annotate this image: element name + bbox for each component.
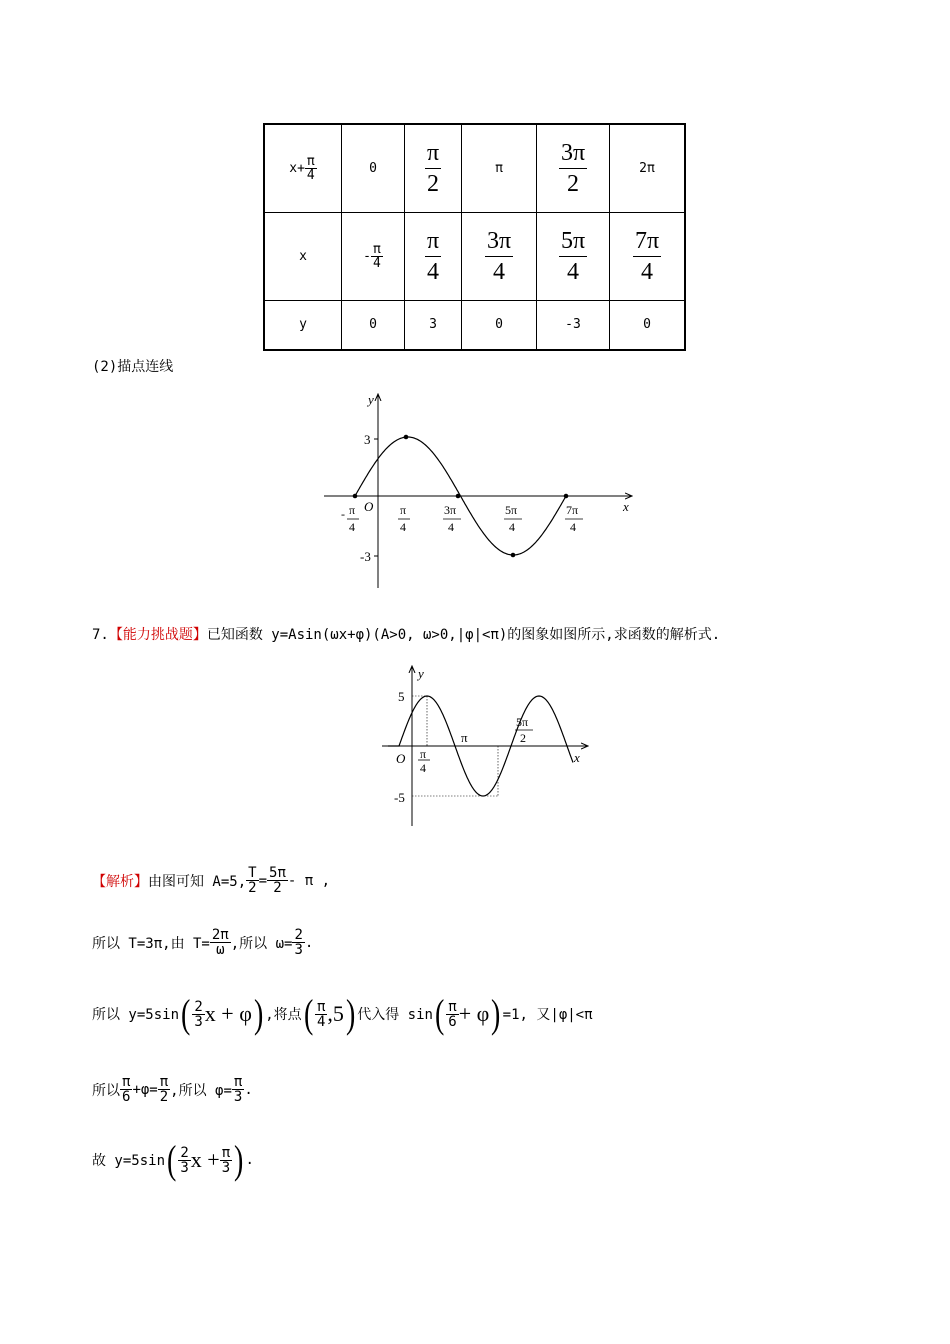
y-axis-label: y [368,392,374,407]
y-tick-5: 5 [398,689,405,704]
text: =1, 又|φ|<π [502,1007,593,1023]
tick-denominator: 4 [570,520,576,534]
denominator: 3 [233,1089,243,1105]
numerator: π [316,998,326,1015]
x-axis-label: x [623,499,629,514]
denominator: 3 [294,942,303,958]
y-axis-label: y [418,666,424,681]
numerator: π [221,1144,231,1161]
solution-line-4 [92,1075,253,1104]
fraction [633,229,661,284]
table-cell [342,212,405,300]
text: . [304,934,314,951]
fraction [425,141,441,196]
fraction [192,1000,204,1029]
denominator: 4 [316,1013,326,1030]
label-prefix: x+ [289,160,305,176]
origin-label: O [364,499,374,514]
numerator: π [373,241,381,257]
denominator: 6 [122,1089,131,1105]
numerator: π [159,1074,169,1090]
denominator: ω [216,942,225,958]
plotted-point [404,435,409,440]
table-cell [405,212,462,300]
table-cell: 0 [462,300,537,350]
fraction [371,243,383,270]
x-tick-7pi-over-4 [565,503,583,534]
table-cell [405,124,462,212]
denominator: 2 [427,170,439,197]
fraction [446,1000,458,1029]
tick-denominator: 4 [509,520,515,534]
solution-line-1 [92,866,330,895]
origin-label: O [396,751,406,766]
fraction [120,1075,132,1104]
problem-7 [92,624,720,644]
table-cell: π [462,124,537,212]
table-cell: 0 [342,124,405,212]
numerator: π [426,227,440,254]
text: 代入得 sin [357,1007,433,1023]
denominator: 3 [180,1159,189,1176]
numerator: π [233,1074,243,1090]
sine-graph-plot-points [320,388,640,593]
fraction [232,1075,244,1104]
table-cell [610,212,686,300]
text: - π , [287,872,331,889]
x-tick-pi: π [461,730,468,745]
solution-line-3: 所以 y=5sin ( $\frac{2}{3}$ x + φ ) ,将点 ( $\frac{\pi}{4}$ ,5 ) 代入得 sin ( $\frac{\pi}{6}$ + φ ) =1, 又|φ|<π [92,991,593,1036]
fraction [246,866,258,895]
row-label-y: y [264,300,342,350]
fraction [220,1146,232,1175]
fraction [267,866,288,895]
problem-number: 7. [92,627,109,643]
text: 由图可知 A=5, [148,873,247,890]
text: ,所以 φ= [170,1082,232,1099]
y-tick-3: 3 [364,432,371,447]
denominator: 3 [194,1013,203,1030]
x-tick-pi-over-4 [398,503,410,534]
denominator: 2 [159,1089,169,1105]
fraction [305,155,317,182]
expression: ,5 [327,1001,344,1026]
numerator: π [306,153,315,169]
x-tick-5pi-over-2 [515,715,533,745]
x-tick-pi-over-4 [418,747,430,775]
numerator: 3π [486,227,512,254]
table-row [264,300,685,350]
numerator: 3π [560,139,586,166]
denominator: 4 [373,255,381,271]
values-table [263,123,686,351]
text: 故 y=5sin [92,1153,166,1169]
problem-text: 已知函数 y=Asin(ωx+φ)(A>0, ω>0,|φ|<π)的图象如图所示,求函数的解析式. [206,627,721,643]
denominator: 4 [427,258,439,285]
fraction [158,1075,170,1104]
tick-denominator: 4 [420,761,426,775]
text: . [244,1081,253,1098]
table-cell: 0 [342,300,405,350]
numerator: T [248,865,257,881]
denominator: 4 [306,167,315,183]
plotted-point [456,494,461,499]
x-tick-3pi-over-4 [443,503,461,534]
numerator: π [448,998,457,1015]
fraction [559,229,587,284]
text: 所以 T=3π,由 T= [92,935,210,952]
table-cell [462,212,537,300]
x-axis-label: x [574,750,580,765]
y-tick-neg-5: -5 [394,790,405,805]
expression: x + [190,1147,220,1172]
plotted-point [353,494,358,499]
numerator: π [122,1074,131,1090]
text: 所以 [92,1082,120,1099]
sine-graph-given [378,660,593,830]
table-row [264,124,685,212]
denominator: 4 [567,258,579,285]
step-2-label: (2)描点连线 [92,359,174,375]
expression: x + φ [204,1001,252,1026]
denominator: 4 [641,258,653,285]
table-cell: 3 [405,300,462,350]
table-cell [537,212,610,300]
text: +φ= [132,1081,158,1098]
tick-denominator: 4 [400,520,406,534]
denominator: 3 [221,1159,231,1176]
y-tick-neg-3: -3 [360,549,371,564]
plotted-point [511,553,516,558]
expression: + φ [458,1001,490,1026]
solution-tag: 【解析】 [92,873,148,890]
text: = [258,872,268,889]
row-label-x-plus-pi-over-4 [264,124,342,212]
tick-numerator: 3π [444,503,457,517]
numerator: 2 [180,1144,189,1161]
table-cell: 0 [610,300,686,350]
solution-line-2 [92,928,313,957]
fraction [292,928,304,957]
solution-line-5: 故 y=5sin ( $\frac{2}{3}$ x + $\frac{\pi}{3}$ ) . [92,1137,254,1182]
fraction [559,141,587,196]
denominator: 2 [248,880,257,896]
numerator: 7π [634,227,660,254]
fraction [210,928,231,957]
text: ,所以 ω= [230,935,293,952]
table-cell: -3 [537,300,610,350]
text: ,将点 [265,1007,302,1023]
tick-denominator: 4 [448,520,454,534]
row-label-x: x [264,212,342,300]
denominator: 2 [273,880,282,896]
numerator: 2π [211,927,229,943]
denominator: 2 [567,170,579,197]
tick-numerator: 7π [566,503,579,517]
table-cell [537,124,610,212]
numerator: 2 [294,927,303,943]
tick-numerator: 5π [505,503,518,517]
x-tick-5pi-over-4 [504,503,522,534]
fraction [315,1000,327,1029]
numerator: 5π [269,865,286,881]
denominator: 6 [448,1013,457,1030]
denominator: 4 [493,258,505,285]
numerator: π [426,139,440,166]
numerator: 2 [194,998,203,1015]
fraction [178,1146,190,1175]
table-cell: 2π [610,124,686,212]
tick-denominator: 4 [349,520,355,534]
tick-numerator: π [400,503,407,517]
tick-numerator: 5π [516,715,529,729]
sign: - [363,248,371,264]
tick-numerator: π [420,747,427,761]
numerator: 5π [560,227,586,254]
x-tick-neg-pi-over-4 [341,503,359,534]
tick-sign: - [341,507,345,521]
tick-numerator: π [349,503,356,517]
text: 所以 y=5sin [92,1007,180,1023]
text: . [245,1152,254,1168]
problem-tag: 【能力挑战题】 [108,627,207,643]
plotted-point [564,494,569,499]
fraction [485,229,513,284]
fraction [425,229,441,284]
tick-denominator: 2 [520,731,526,745]
table-row [264,212,685,300]
